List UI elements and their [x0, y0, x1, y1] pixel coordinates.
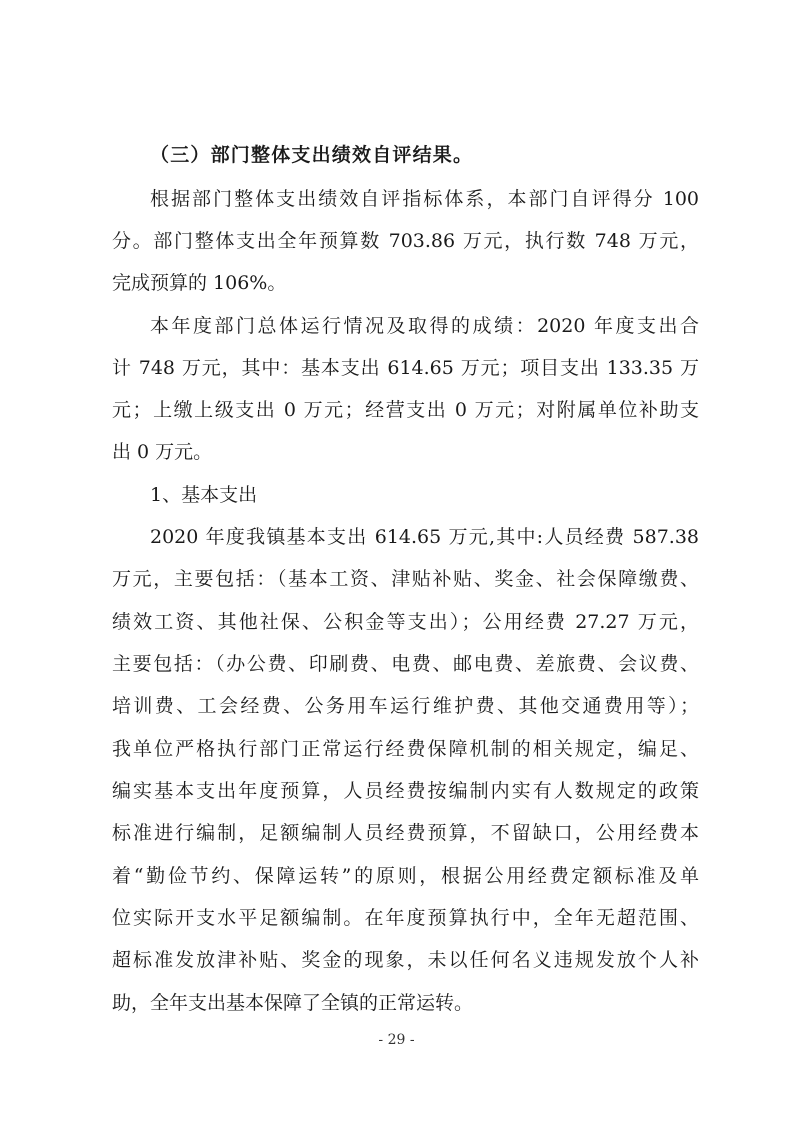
paragraph-1-line-1: 根据部门整体支出绩效自评指标体系，本部门自评得分 100	[150, 188, 699, 210]
basic-paragraph-line-12: 助，全年支出基本保障了全镇的正常运转。	[112, 992, 474, 1014]
subheading-basic-expenditure: 1、基本支出	[150, 484, 258, 506]
paragraph-1-line-3: 完成预算的 106%。	[112, 272, 287, 294]
paragraph-2-line-2: 计 748 万元，其中：基本支出 614.65 万元；项目支出 133.35 万	[112, 357, 699, 379]
basic-paragraph-line-1: 2020 年度我镇基本支出 614.65 万元,其中:人员经费 587.38	[150, 526, 699, 548]
paragraph-1-line-2: 分。部门整体支出全年预算数 703.86 万元，执行数 748 万元，	[112, 230, 699, 252]
basic-paragraph-line-9: 着“勤俭节约、保障运转”的原则，根据公用经费定额标准及单	[112, 865, 699, 887]
paragraph-2-line-3: 元；上缴上级支出 0 万元；经营支出 0 万元；对附属单位补助支	[112, 399, 699, 421]
basic-paragraph-line-4: 主要包括：（办公费、印刷费、电费、邮电费、差旅费、会议费、	[112, 653, 699, 675]
page-number: - 29 -	[378, 1032, 415, 1048]
paragraph-2-line-1: 本年度部门总体运行情况及取得的成绩：2020 年度支出合	[150, 315, 699, 337]
basic-paragraph-line-6: 我单位严格执行部门正常运行经费保障机制的相关规定，编足、	[112, 738, 699, 760]
basic-paragraph-line-5: 培训费、工会经费、公务用车运行维护费、其他交通费用等）；	[112, 695, 699, 717]
basic-paragraph-line-11: 超标准发放津补贴、奖金的现象，未以任何名义违规发放个人补	[112, 949, 699, 971]
basic-paragraph-line-10: 位实际开支水平足额编制。在年度预算执行中，全年无超范围、	[112, 907, 699, 929]
basic-paragraph-line-3: 绩效工资、其他社保、公积金等支出）；公用经费 27.27 万元，	[112, 611, 699, 633]
paragraph-2-line-4: 出 0 万元。	[112, 441, 213, 463]
basic-paragraph-line-7: 编实基本支出年度预算，人员经费按编制内实有人数规定的政策	[112, 780, 699, 802]
basic-paragraph-line-8: 标准进行编制，足额编制人员经费预算，不留缺口，公用经费本	[112, 822, 699, 844]
section-heading: （三）部门整体支出绩效自评结果。	[150, 144, 474, 166]
basic-paragraph-line-2: 万元，主要包括：（基本工资、津贴补贴、奖金、社会保障缴费、	[112, 568, 699, 590]
